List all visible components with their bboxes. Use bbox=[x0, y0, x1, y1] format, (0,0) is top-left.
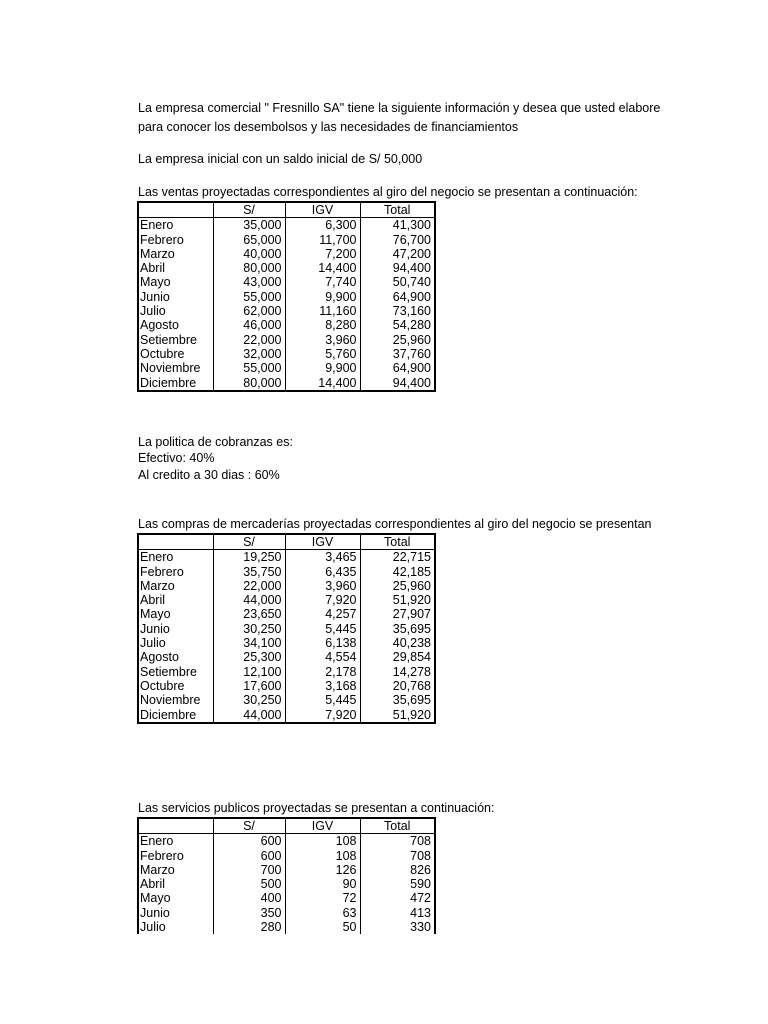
table-row bbox=[138, 290, 435, 304]
table-row bbox=[138, 863, 435, 877]
table-row bbox=[138, 891, 435, 905]
igv-cell: 5,760 bbox=[285, 347, 360, 361]
table-header-row bbox=[138, 818, 435, 834]
month-cell: Abril bbox=[140, 593, 166, 608]
table-row bbox=[138, 218, 435, 233]
month-cell: Febrero bbox=[140, 232, 184, 247]
soles-cell: 55,000 bbox=[213, 361, 285, 375]
igv-cell: 5,445 bbox=[285, 622, 360, 636]
table-row bbox=[138, 304, 435, 318]
soles-cell: 700 bbox=[213, 863, 285, 877]
table-row bbox=[138, 679, 435, 693]
soles-cell: 44,000 bbox=[213, 708, 285, 723]
month-cell: Julio bbox=[140, 920, 166, 935]
total-cell: 50,740 bbox=[360, 275, 435, 289]
total-cell: 51,920 bbox=[360, 593, 435, 607]
table-row bbox=[138, 636, 435, 650]
soles-cell: 34,100 bbox=[213, 636, 285, 650]
total-cell: 826 bbox=[360, 863, 435, 877]
table-row bbox=[138, 849, 435, 863]
total-cell: 14,278 bbox=[360, 665, 435, 679]
column-header: S/ bbox=[213, 202, 285, 218]
month-cell: Enero bbox=[140, 834, 174, 849]
column-header: IGV bbox=[285, 202, 360, 218]
igv-cell: 108 bbox=[285, 834, 360, 849]
table-row bbox=[138, 650, 435, 664]
month-cell: Junio bbox=[140, 289, 170, 304]
igv-cell: 14,400 bbox=[285, 376, 360, 391]
table-row bbox=[138, 565, 435, 579]
soles-cell: 35,000 bbox=[213, 218, 285, 233]
collections-cash: Efectivo: 40% bbox=[138, 451, 215, 465]
column-header bbox=[138, 534, 213, 550]
column-header: IGV bbox=[285, 534, 360, 550]
soles-cell: 600 bbox=[213, 834, 285, 849]
soles-cell: 22,000 bbox=[213, 579, 285, 593]
month-cell: Agosto bbox=[140, 650, 179, 665]
igv-cell: 8,280 bbox=[285, 318, 360, 332]
igv-cell: 9,900 bbox=[285, 361, 360, 375]
soles-cell: 80,000 bbox=[213, 261, 285, 275]
soles-cell: 25,300 bbox=[213, 650, 285, 664]
igv-cell: 3,960 bbox=[285, 333, 360, 347]
igv-cell: 9,900 bbox=[285, 290, 360, 304]
collections-title: La politica de cobranzas es: bbox=[138, 435, 293, 449]
igv-cell: 6,435 bbox=[285, 565, 360, 579]
soles-cell: 44,000 bbox=[213, 593, 285, 607]
igv-cell: 6,300 bbox=[285, 218, 360, 233]
sales-table bbox=[137, 201, 436, 392]
table-row bbox=[138, 347, 435, 361]
table-row bbox=[138, 834, 435, 849]
intro-line-1: La empresa comercial " Fresnillo SA" tiene la siguiente información y desea que usted elabore bbox=[138, 101, 660, 115]
month-cell: Julio bbox=[140, 304, 166, 319]
month-cell: Abril bbox=[140, 877, 166, 892]
initial-balance-text: La empresa inicial con un saldo inicial de S/ 50,000 bbox=[138, 152, 423, 166]
month-cell: Enero bbox=[140, 218, 174, 233]
column-header: IGV bbox=[285, 818, 360, 834]
collections-credit: Al credito a 30 dias : 60% bbox=[138, 468, 280, 482]
table-row bbox=[138, 920, 435, 934]
utilities-title: Las servicios publicos proyectadas se presentan a continuación: bbox=[138, 801, 495, 815]
igv-cell: 14,400 bbox=[285, 261, 360, 275]
month-cell: Diciembre bbox=[140, 375, 197, 390]
table-row bbox=[138, 376, 435, 391]
soles-cell: 40,000 bbox=[213, 247, 285, 261]
igv-cell: 5,445 bbox=[285, 693, 360, 707]
intro-line-2: para conocer los desembolsos y las necesidades de financiamientos bbox=[138, 120, 519, 134]
total-cell: 37,760 bbox=[360, 347, 435, 361]
table-row bbox=[138, 361, 435, 375]
igv-cell: 63 bbox=[285, 906, 360, 920]
sales-title: Las ventas proyectadas correspondientes al giro del negocio se presentan a continuación: bbox=[138, 185, 638, 199]
total-cell: 42,185 bbox=[360, 565, 435, 579]
soles-cell: 80,000 bbox=[213, 376, 285, 391]
total-cell: 590 bbox=[360, 877, 435, 891]
igv-cell: 108 bbox=[285, 849, 360, 863]
igv-cell: 6,138 bbox=[285, 636, 360, 650]
igv-cell: 2,178 bbox=[285, 665, 360, 679]
month-cell: Marzo bbox=[140, 246, 175, 261]
table-row bbox=[138, 247, 435, 261]
table-row bbox=[138, 333, 435, 347]
table-header-row bbox=[138, 202, 435, 218]
igv-cell: 7,920 bbox=[285, 593, 360, 607]
table-row bbox=[138, 275, 435, 289]
soles-cell: 280 bbox=[213, 920, 285, 934]
soles-cell: 62,000 bbox=[213, 304, 285, 318]
month-cell: Mayo bbox=[140, 275, 171, 290]
table-row bbox=[138, 877, 435, 891]
month-cell: Setiembre bbox=[140, 664, 197, 679]
month-cell: Mayo bbox=[140, 891, 171, 906]
table-row bbox=[138, 550, 435, 565]
soles-cell: 350 bbox=[213, 906, 285, 920]
table-row bbox=[138, 261, 435, 275]
month-cell: Octubre bbox=[140, 346, 185, 361]
igv-cell: 126 bbox=[285, 863, 360, 877]
month-cell: Octubre bbox=[140, 678, 185, 693]
month-cell: Abril bbox=[140, 261, 166, 276]
total-cell: 708 bbox=[360, 834, 435, 849]
month-cell: Setiembre bbox=[140, 332, 197, 347]
table-row bbox=[138, 593, 435, 607]
month-cell: Enero bbox=[140, 550, 174, 565]
soles-cell: 35,750 bbox=[213, 565, 285, 579]
month-cell: Febrero bbox=[140, 848, 184, 863]
table-row bbox=[138, 665, 435, 679]
igv-cell: 7,200 bbox=[285, 247, 360, 261]
igv-cell: 3,960 bbox=[285, 579, 360, 593]
column-header bbox=[138, 202, 213, 218]
total-cell: 330 bbox=[360, 920, 435, 934]
month-cell: Agosto bbox=[140, 318, 179, 333]
utilities-table bbox=[137, 817, 436, 934]
total-cell: 413 bbox=[360, 906, 435, 920]
column-header bbox=[138, 818, 213, 834]
igv-cell: 11,700 bbox=[285, 233, 360, 247]
total-cell: 22,715 bbox=[360, 550, 435, 565]
igv-cell: 3,168 bbox=[285, 679, 360, 693]
soles-cell: 600 bbox=[213, 849, 285, 863]
month-cell: Julio bbox=[140, 636, 166, 651]
total-cell: 73,160 bbox=[360, 304, 435, 318]
month-cell: Diciembre bbox=[140, 707, 197, 722]
table-row bbox=[138, 708, 435, 723]
month-cell: Febrero bbox=[140, 564, 184, 579]
total-cell: 51,920 bbox=[360, 708, 435, 723]
column-header: Total bbox=[360, 534, 435, 550]
total-cell: 64,900 bbox=[360, 290, 435, 304]
total-cell: 35,695 bbox=[360, 693, 435, 707]
month-cell: Junio bbox=[140, 905, 170, 920]
table-row bbox=[138, 607, 435, 621]
column-header: S/ bbox=[213, 818, 285, 834]
column-header: S/ bbox=[213, 534, 285, 550]
soles-cell: 400 bbox=[213, 891, 285, 905]
igv-cell: 11,160 bbox=[285, 304, 360, 318]
igv-cell: 72 bbox=[285, 891, 360, 905]
month-cell: Junio bbox=[140, 621, 170, 636]
total-cell: 76,700 bbox=[360, 233, 435, 247]
igv-cell: 50 bbox=[285, 920, 360, 934]
column-header: Total bbox=[360, 818, 435, 834]
igv-cell: 7,920 bbox=[285, 708, 360, 723]
total-cell: 27,907 bbox=[360, 607, 435, 621]
table-row bbox=[138, 318, 435, 332]
total-cell: 40,238 bbox=[360, 636, 435, 650]
table-row bbox=[138, 693, 435, 707]
soles-cell: 19,250 bbox=[213, 550, 285, 565]
soles-cell: 43,000 bbox=[213, 275, 285, 289]
igv-cell: 4,257 bbox=[285, 607, 360, 621]
total-cell: 25,960 bbox=[360, 333, 435, 347]
table-row bbox=[138, 906, 435, 920]
soles-cell: 23,650 bbox=[213, 607, 285, 621]
total-cell: 41,300 bbox=[360, 218, 435, 233]
month-cell: Marzo bbox=[140, 578, 175, 593]
total-cell: 94,400 bbox=[360, 376, 435, 391]
soles-cell: 22,000 bbox=[213, 333, 285, 347]
total-cell: 54,280 bbox=[360, 318, 435, 332]
total-cell: 47,200 bbox=[360, 247, 435, 261]
soles-cell: 30,250 bbox=[213, 622, 285, 636]
total-cell: 94,400 bbox=[360, 261, 435, 275]
igv-cell: 3,465 bbox=[285, 550, 360, 565]
table-row bbox=[138, 233, 435, 247]
month-cell: Mayo bbox=[140, 607, 171, 622]
total-cell: 29,854 bbox=[360, 650, 435, 664]
soles-cell: 55,000 bbox=[213, 290, 285, 304]
total-cell: 472 bbox=[360, 891, 435, 905]
month-cell: Marzo bbox=[140, 862, 175, 877]
total-cell: 35,695 bbox=[360, 622, 435, 636]
month-cell: Noviembre bbox=[140, 693, 201, 708]
soles-cell: 12,100 bbox=[213, 665, 285, 679]
column-header: Total bbox=[360, 202, 435, 218]
table-row bbox=[138, 622, 435, 636]
total-cell: 64,900 bbox=[360, 361, 435, 375]
total-cell: 708 bbox=[360, 849, 435, 863]
purchases-title: Las compras de mercaderías proyectadas correspondientes al giro del negocio se presentan bbox=[138, 517, 652, 531]
total-cell: 25,960 bbox=[360, 579, 435, 593]
table-header-row bbox=[138, 534, 435, 550]
soles-cell: 32,000 bbox=[213, 347, 285, 361]
soles-cell: 17,600 bbox=[213, 679, 285, 693]
igv-cell: 90 bbox=[285, 877, 360, 891]
purchases-table bbox=[137, 533, 436, 724]
soles-cell: 65,000 bbox=[213, 233, 285, 247]
table-row bbox=[138, 579, 435, 593]
month-cell: Noviembre bbox=[140, 361, 201, 376]
soles-cell: 30,250 bbox=[213, 693, 285, 707]
total-cell: 20,768 bbox=[360, 679, 435, 693]
soles-cell: 500 bbox=[213, 877, 285, 891]
igv-cell: 4,554 bbox=[285, 650, 360, 664]
soles-cell: 46,000 bbox=[213, 318, 285, 332]
igv-cell: 7,740 bbox=[285, 275, 360, 289]
